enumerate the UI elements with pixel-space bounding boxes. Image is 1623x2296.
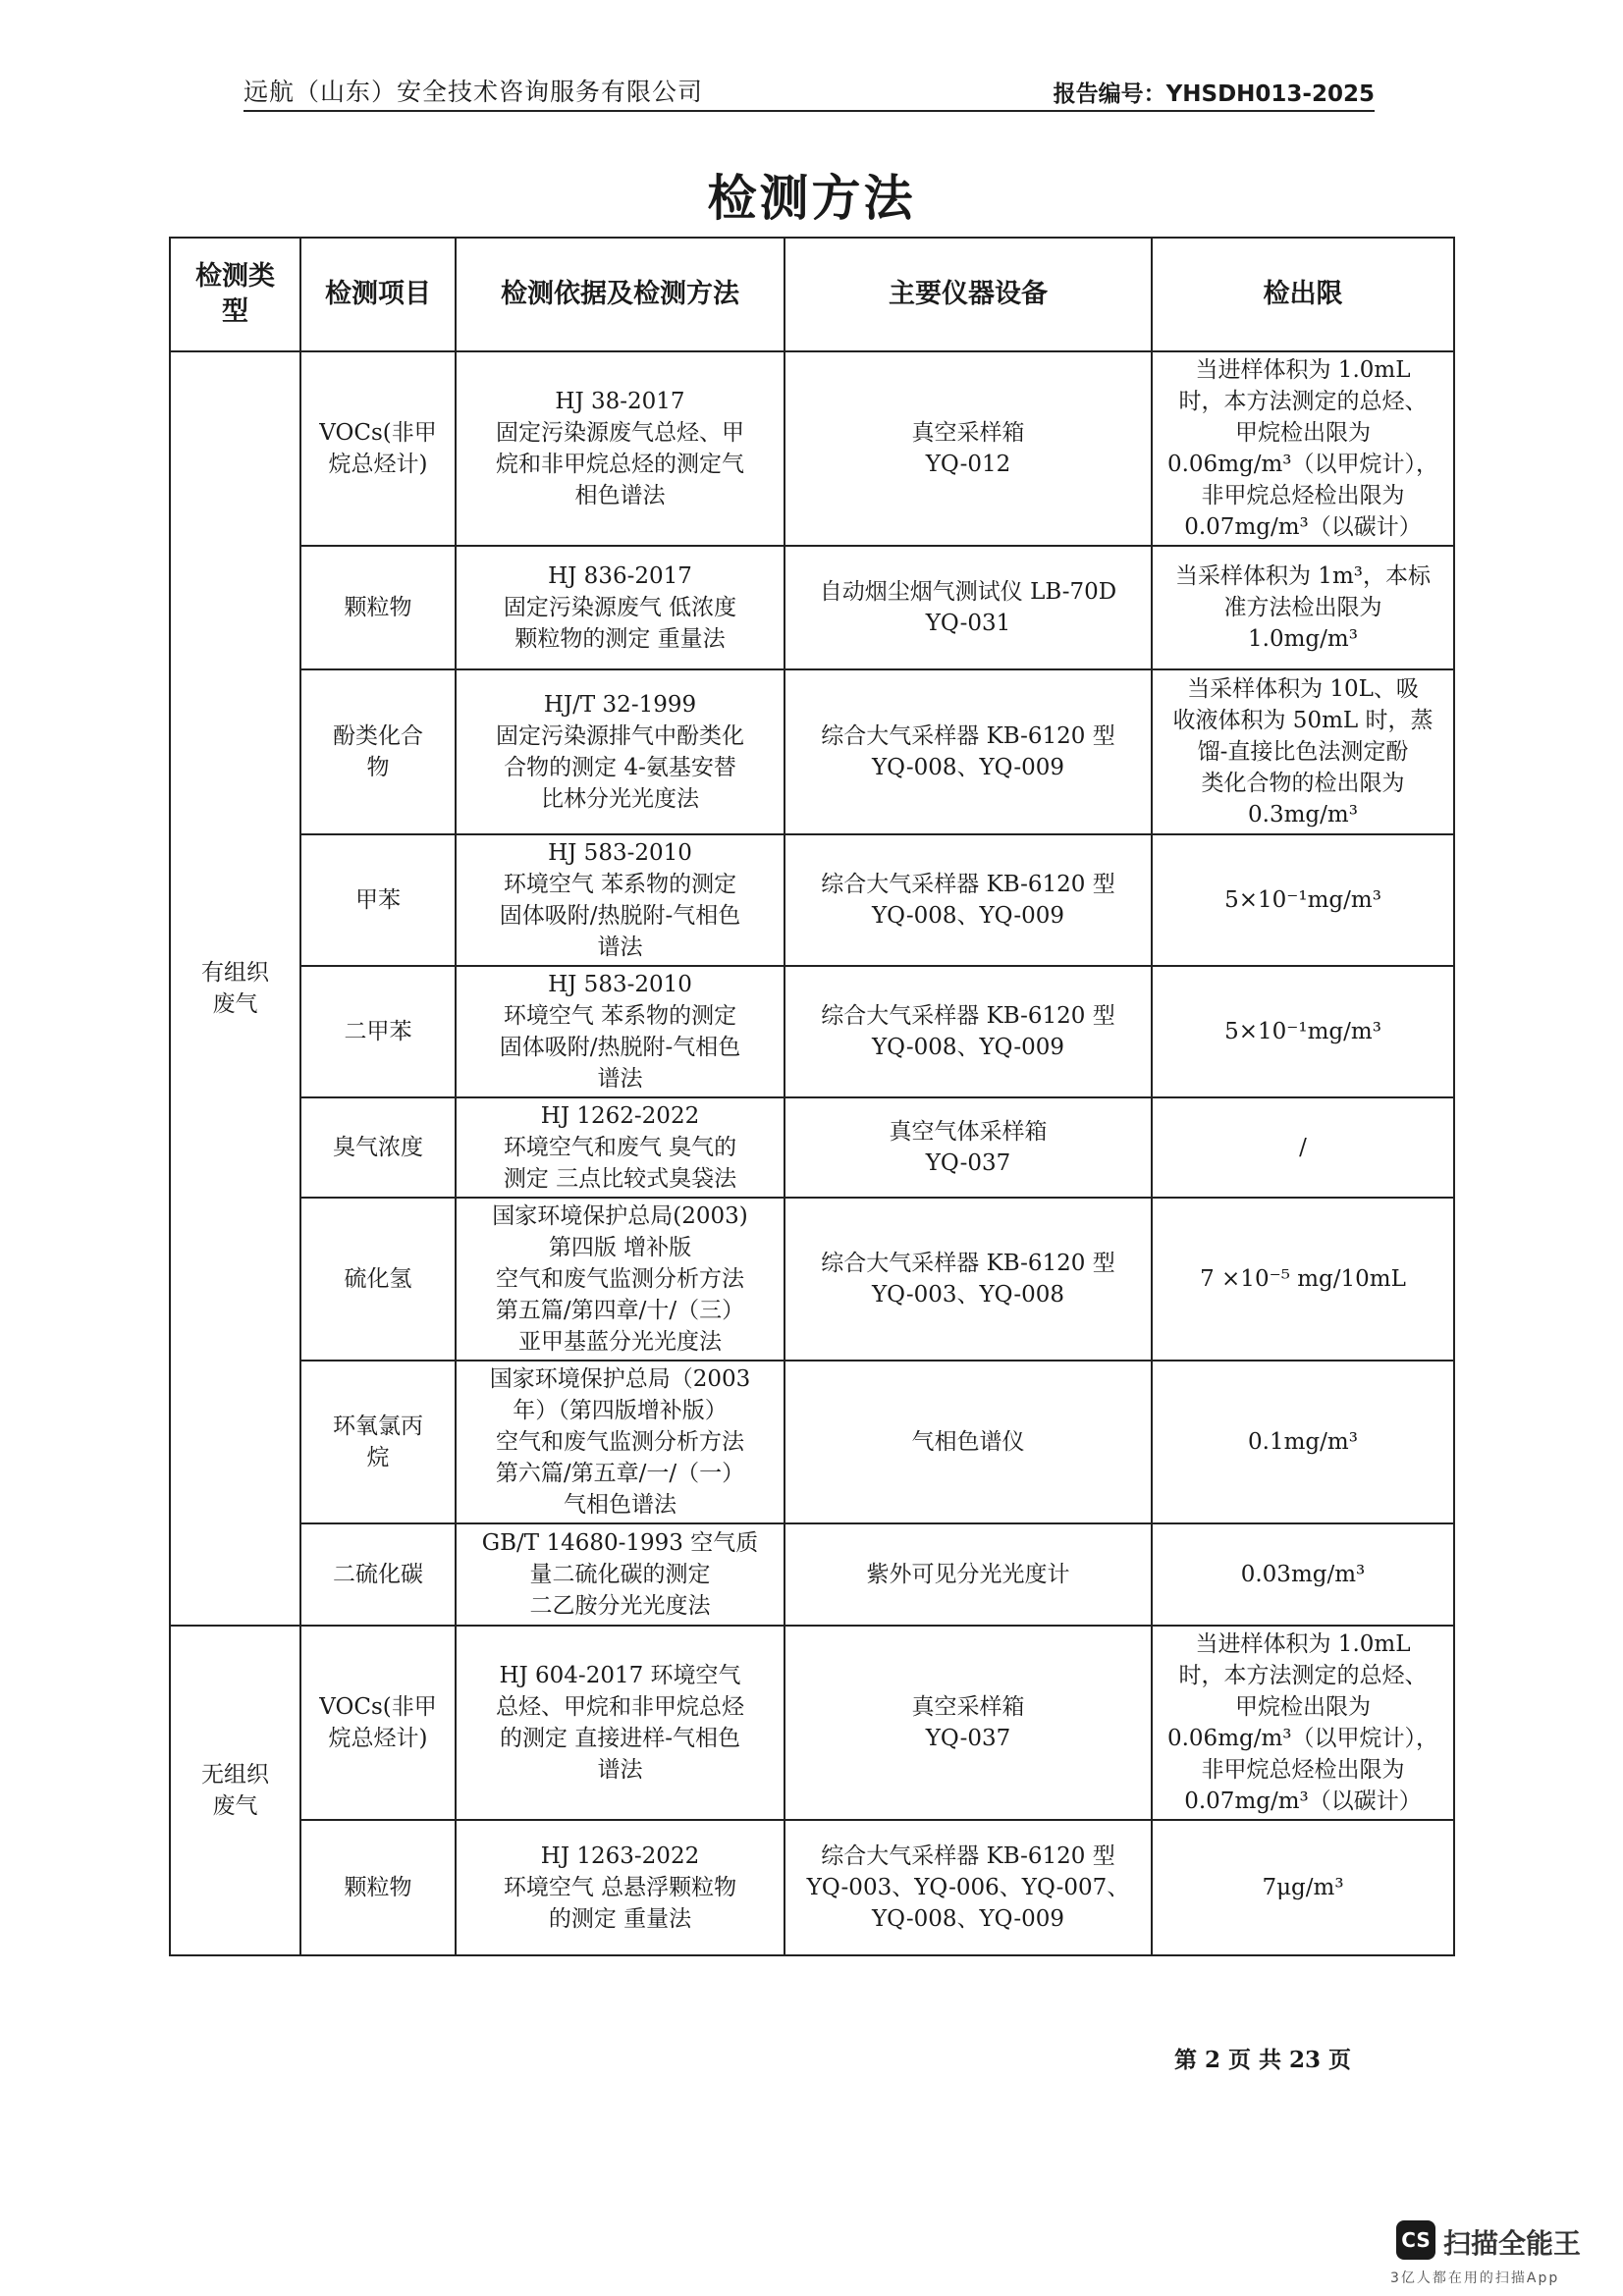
column-header-item: 检测项目 xyxy=(300,238,456,351)
method-cell: HJ 1262-2022 环境空气和废气 臭气的 测定 三点比较式臭袋法 xyxy=(456,1097,784,1198)
instrument-cell: 综合大气采样器 KB-6120 型 YQ-008、YQ-009 xyxy=(784,834,1152,966)
method-cell: HJ 38-2017 固定污染源废气总烃、甲 烷和非甲烷总烃的测定气 相色谱法 xyxy=(456,351,784,546)
item-cell: VOCs(非甲 烷总烃计) xyxy=(300,1626,456,1820)
instrument-cell: 紫外可见分光光度计 xyxy=(784,1523,1152,1626)
table-row xyxy=(170,546,1454,669)
watermark-app-name: 扫描全能王 xyxy=(1443,2227,1582,2260)
item-cell: 颗粒物 xyxy=(300,546,456,669)
table-header-row xyxy=(170,238,1454,351)
method-cell: HJ 1263-2022 环境空气 总悬浮颗粒物 的测定 重量法 xyxy=(456,1820,784,1955)
type-cell: 有组织 废气 xyxy=(170,351,300,1626)
instrument-cell: 综合大气采样器 KB-6120 型 YQ-003、YQ-006、YQ-007、 YQ-008、YQ-009 xyxy=(784,1820,1152,1955)
column-header-limit: 检出限 xyxy=(1152,238,1454,351)
header-rule xyxy=(243,110,1375,112)
item-cell: 二甲苯 xyxy=(300,966,456,1097)
method-cell: HJ/T 32-1999 固定污染源排气中酚类化 合物的测定 4-氨基安替 比林分光光度法 xyxy=(456,669,784,834)
item-cell: 颗粒物 xyxy=(300,1820,456,1955)
limit-cell: 当采样体积为 10L、吸 收液体积为 50mL 时，蒸 馏-直接比色法测定酚 类化合物的检出限为 0.3mg/m³ xyxy=(1152,669,1454,834)
item-cell: 甲苯 xyxy=(300,834,456,966)
instrument-cell: 自动烟尘烟气测试仪 LB-70D YQ-031 xyxy=(784,546,1152,669)
page-header xyxy=(243,69,1375,112)
method-cell: HJ 583-2010 环境空气 苯系物的测定 固体吸附/热脱附-气相色 谱法 xyxy=(456,966,784,1097)
limit-cell: 7μg/m³ xyxy=(1152,1820,1454,1955)
table-row xyxy=(170,1626,1454,1820)
instrument-cell: 真空采样箱 YQ-037 xyxy=(784,1626,1152,1820)
limit-cell: 当进样体积为 1.0mL 时，本方法测定的总烃、 甲烷检出限为 0.06mg/m³（以甲烷计）， 非甲烷总烃检出限为 0.07mg/m³（以碳计） xyxy=(1152,1626,1454,1820)
table-row xyxy=(170,1198,1454,1361)
item-cell: 环氧氯丙 烷 xyxy=(300,1361,456,1523)
table-row xyxy=(170,1361,1454,1523)
limit-cell: / xyxy=(1152,1097,1454,1198)
instrument-cell: 气相色谱仪 xyxy=(784,1361,1152,1523)
scanner-watermark xyxy=(1386,2220,1612,2289)
limit-cell: 0.1mg/m³ xyxy=(1152,1361,1454,1523)
limit-cell: 5×10⁻¹mg/m³ xyxy=(1152,834,1454,966)
item-cell: 臭气浓度 xyxy=(300,1097,456,1198)
method-cell: HJ 583-2010 环境空气 苯系物的测定 固体吸附/热脱附-气相色 谱法 xyxy=(456,834,784,966)
column-header-method: 检测依据及检测方法 xyxy=(456,238,784,351)
method-cell: 国家环境保护总局（2003 年）（第四版增补版） 空气和废气监测分析方法 第六篇/第五章/一/（一） 气相色谱法 xyxy=(456,1361,784,1523)
table-row xyxy=(170,669,1454,834)
limit-cell: 0.03mg/m³ xyxy=(1152,1523,1454,1626)
table-row xyxy=(170,834,1454,966)
type-cell: 无组织 废气 xyxy=(170,1626,300,1955)
page-number: 第 2 页 共 23 页 xyxy=(1174,2047,1352,2073)
instrument-cell: 综合大气采样器 KB-6120 型 YQ-003、YQ-008 xyxy=(784,1198,1152,1361)
instrument-cell: 真空气体采样箱 YQ-037 xyxy=(784,1097,1152,1198)
table-row xyxy=(170,966,1454,1097)
table-row xyxy=(170,1097,1454,1198)
method-cell: 国家环境保护总局(2003) 第四版 增补版 空气和废气监测分析方法 第五篇/第四章/十/（三） 亚甲基蓝分光光度法 xyxy=(456,1198,784,1361)
method-cell: HJ 604-2017 环境空气 总烃、甲烷和非甲烷总烃 的测定 直接进样-气相色 谱法 xyxy=(456,1626,784,1820)
table-row xyxy=(170,1523,1454,1626)
item-cell: 硫化氢 xyxy=(300,1198,456,1361)
instrument-cell: 真空采样箱 YQ-012 xyxy=(784,351,1152,546)
limit-cell: 7 ×10⁻⁵ mg/10mL xyxy=(1152,1198,1454,1361)
instrument-cell: 综合大气采样器 KB-6120 型 YQ-008、YQ-009 xyxy=(784,669,1152,834)
camscanner-logo-icon: CS xyxy=(1396,2220,1435,2260)
method-cell: HJ 836-2017 固定污染源废气 低浓度 颗粒物的测定 重量法 xyxy=(456,546,784,669)
limit-cell: 5×10⁻¹mg/m³ xyxy=(1152,966,1454,1097)
limit-cell: 当采样体积为 1m³，本标 准方法检出限为 1.0mg/m³ xyxy=(1152,546,1454,669)
column-header-type: 检测类 型 xyxy=(170,238,300,351)
instrument-cell: 综合大气采样器 KB-6120 型 YQ-008、YQ-009 xyxy=(784,966,1152,1097)
method-cell: GB/T 14680-1993 空气质 量二硫化碳的测定 二乙胺分光光度法 xyxy=(456,1523,784,1626)
methods-table xyxy=(169,237,1455,1956)
table-row xyxy=(170,1820,1454,1955)
limit-cell: 当进样体积为 1.0mL 时，本方法测定的总烃、 甲烷检出限为 0.06mg/m³（以甲烷计）， 非甲烷总烃检出限为 0.07mg/m³（以碳计） xyxy=(1152,351,1454,546)
item-cell: 二硫化碳 xyxy=(300,1523,456,1626)
report-number: 报告编号：YHSDH013-2025 xyxy=(1053,81,1375,107)
table-row xyxy=(170,351,1454,546)
item-cell: 酚类化合 物 xyxy=(300,669,456,834)
page-title: 检测方法 xyxy=(707,170,916,227)
item-cell: VOCs(非甲 烷总烃计) xyxy=(300,351,456,546)
watermark-tagline: 3亿人都在用的扫描App xyxy=(1390,2270,1560,2286)
column-header-instrument: 主要仪器设备 xyxy=(784,238,1152,351)
company-name: 远航（山东）安全技术咨询服务有限公司 xyxy=(243,78,704,106)
